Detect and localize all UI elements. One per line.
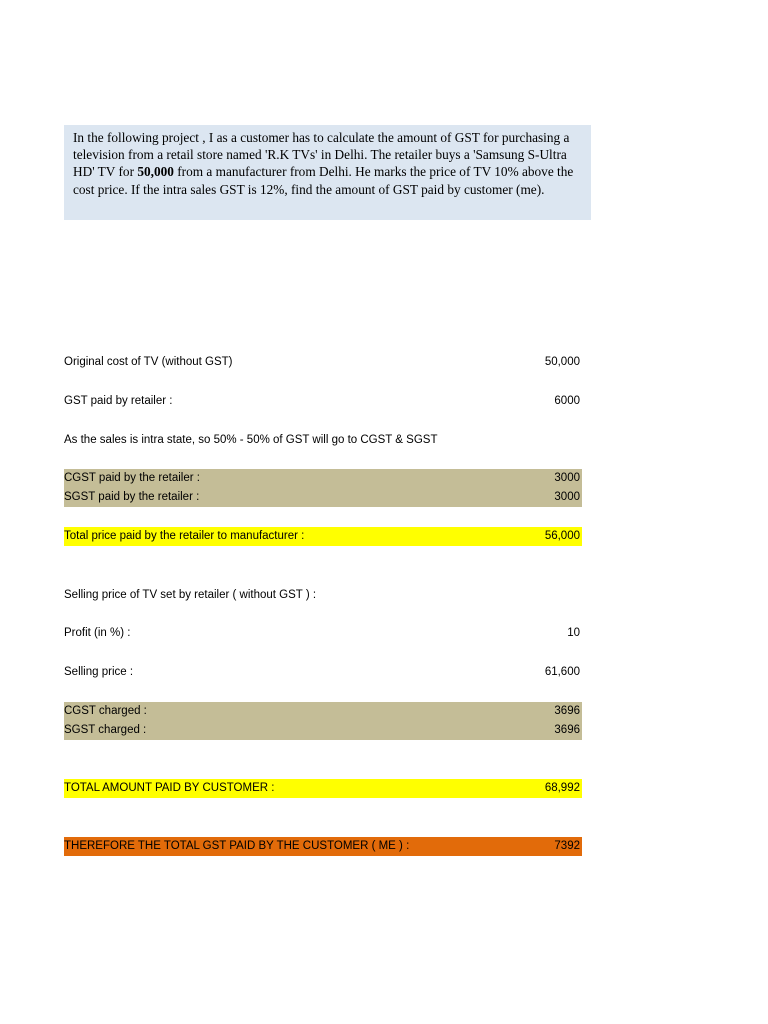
row-profit — [64, 624, 582, 643]
row-total-gst-customer — [64, 837, 582, 856]
selling-price-label: Selling price : — [64, 666, 134, 678]
total-gst-customer-label: THEREFORE THE TOTAL GST PAID BY THE CUSTOMER ( ME ) : — [64, 840, 410, 852]
row-cgst-charged — [64, 702, 582, 721]
intro-paragraph — [64, 125, 591, 220]
total-customer-label: TOTAL AMOUNT PAID BY CUSTOMER : — [64, 782, 275, 794]
selling-price-heading-label: Selling price of TV set by retailer ( without GST ) : — [64, 589, 317, 601]
intro-bold-amount: 50,000 — [137, 164, 174, 180]
original-cost-label: Original cost of TV (without GST) — [64, 356, 233, 368]
profit-value: 10 — [567, 627, 580, 639]
total-gst-customer-value: 7392 — [554, 840, 580, 852]
row-original-cost — [64, 353, 582, 372]
row-gst-retailer — [64, 392, 582, 411]
intro-text-before: In the following project , I as a customer has to calculate the amount of GST for purchasing a television from a retail store named 'R.K TVs' in Delhi. The retailer buys a 'Samsung S-Ultra HD' TV for — [73, 130, 570, 180]
row-total-retailer — [64, 527, 582, 546]
row-selling-price-heading — [64, 586, 582, 605]
total-retailer-value: 56,000 — [544, 530, 580, 542]
total-retailer-label: Total price paid by the retailer to manufacturer : — [64, 530, 305, 542]
sgst-charged-value: 3696 — [554, 724, 580, 736]
cgst-charged-value: 3696 — [554, 705, 580, 717]
row-selling-price — [64, 663, 582, 682]
gst-retailer-label: GST paid by retailer : — [64, 395, 173, 407]
row-sgst-charged — [64, 721, 582, 740]
cgst-charged-label: CGST charged : — [64, 705, 147, 717]
total-customer-value: 68,992 — [544, 782, 580, 794]
sgst-retailer-label: SGST paid by the retailer : — [64, 491, 200, 503]
original-cost-value: 50,000 — [544, 356, 580, 368]
sgst-charged-label: SGST charged : — [64, 724, 147, 736]
row-intra-note — [64, 431, 582, 450]
row-sgst-retailer — [64, 488, 582, 507]
row-cgst-retailer — [64, 469, 582, 488]
intra-note-label: As the sales is intra state, so 50% - 50% of GST will go to CGST & SGST — [64, 434, 438, 446]
gst-retailer-value: 6000 — [554, 395, 580, 407]
row-total-customer — [64, 779, 582, 798]
selling-price-value: 61,600 — [544, 666, 580, 678]
cgst-retailer-value: 3000 — [554, 472, 580, 484]
intro-text-after: from a manufacturer from Delhi. He marks the price of TV 10% above the cost price. If the intra sales GST is 12%, find the amount of GST paid by customer (me). — [73, 164, 574, 197]
sgst-retailer-value: 3000 — [554, 491, 580, 503]
cgst-retailer-label: CGST paid by the retailer : — [64, 472, 200, 484]
profit-label: Profit (in %) : — [64, 627, 131, 639]
